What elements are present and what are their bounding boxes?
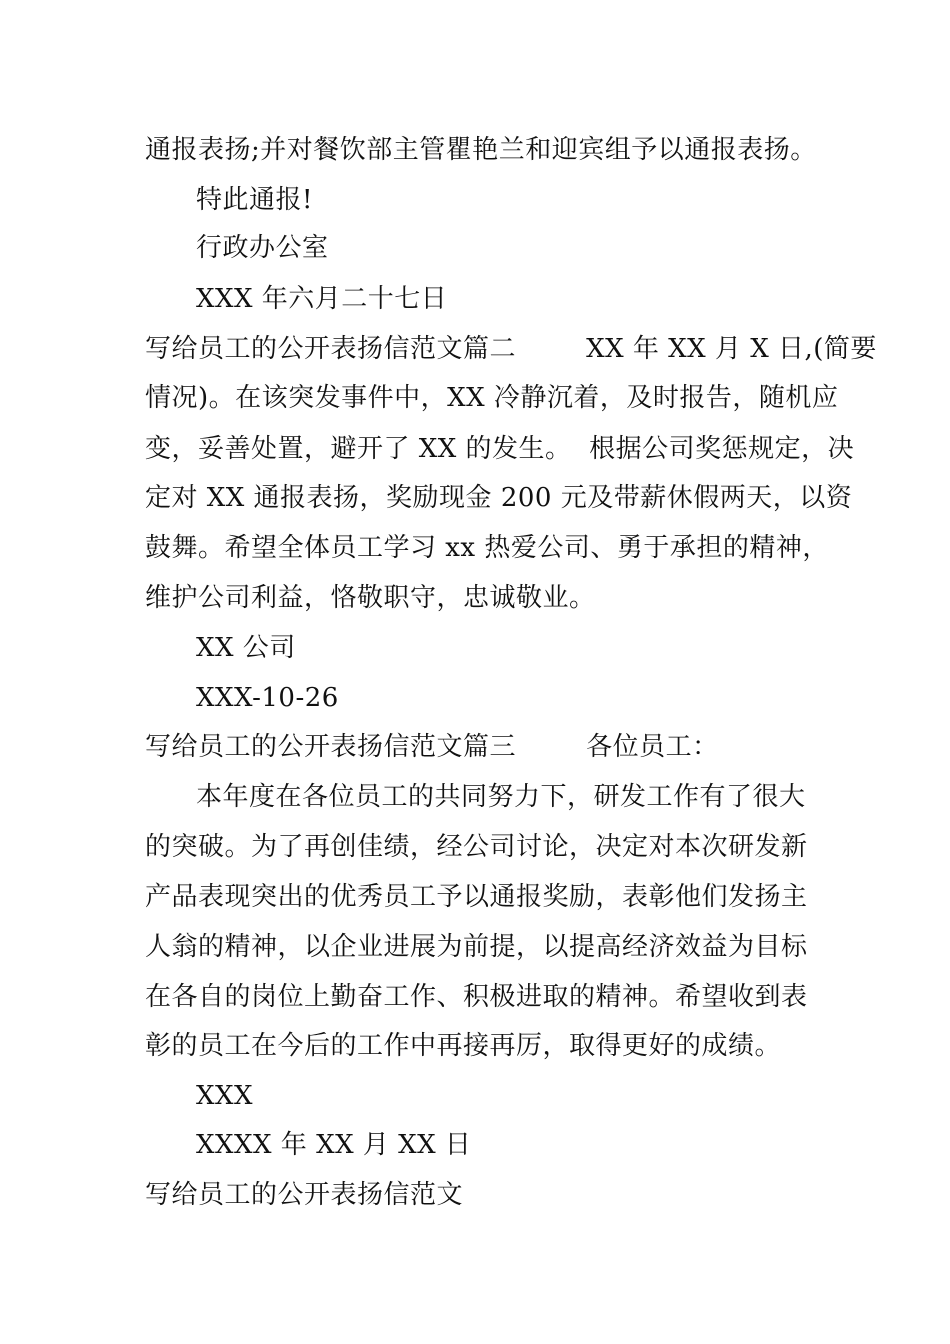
closing-phrase: 特此通报! — [196, 185, 313, 215]
paragraph-line: 变，妥善处置，避开了 XX 的发生。 根据公司奖惩规定，决 — [145, 434, 855, 464]
paragraph-line: 鼓舞。希望全体员工学习 xx 热爱公司、勇于承担的精神， — [145, 533, 829, 563]
paragraph-line: 维护公司利益，恪敬职守，忠诚敬业。 — [145, 583, 596, 613]
section-heading-2: 写给员工的公开表扬信范文篇二 XX 年 XX 月 X 日,(简要 — [145, 334, 877, 364]
signature-date: XXXX 年 XX 月 XX 日 — [196, 1130, 472, 1160]
paragraph-line: 本年度在各位员工的共同努力下，研发工作有了很大 — [196, 782, 806, 812]
paragraph-line: 定对 XX 通报表扬，奖励现金 200 元及带薪休假两天，以资 — [145, 483, 853, 513]
paragraph-line: 情况)。在该突发事件中，XX 冷静沉着，及时报告，随机应 — [145, 383, 839, 413]
signature-company: XX 公司 — [196, 633, 296, 663]
paragraph-line-1: 通报表扬;并对餐饮部主管瞿艳兰和迎宾组予以通报表扬。 — [145, 135, 817, 165]
signature-date: XXX-10-26 — [196, 683, 339, 713]
signature-department: 行政办公室 — [196, 233, 329, 263]
signature-date: XXX 年六月二十七日 — [196, 284, 448, 314]
signature-name: XXX — [196, 1081, 254, 1111]
paragraph-line: 产品表现突出的优秀员工予以通报奖励，表彰他们发扬主 — [145, 882, 808, 912]
paragraph-line: 人翁的精神，以企业进展为前提，以提高经济效益为目标 — [145, 932, 808, 962]
section-heading-3: 写给员工的公开表扬信范文篇三 各位员工： — [145, 732, 719, 762]
paragraph-line: 的突破。为了再创佳绩，经公司讨论，决定对本次研发新 — [145, 832, 808, 862]
section-heading: 写给员工的公开表扬信范文 — [145, 1180, 464, 1210]
paragraph-line: 彰的员工在今后的工作中再接再厉，取得更好的成绩。 — [145, 1031, 782, 1061]
paragraph-line: 在各自的岗位上勤奋工作、积极进取的精神。希望收到表 — [145, 982, 808, 1012]
